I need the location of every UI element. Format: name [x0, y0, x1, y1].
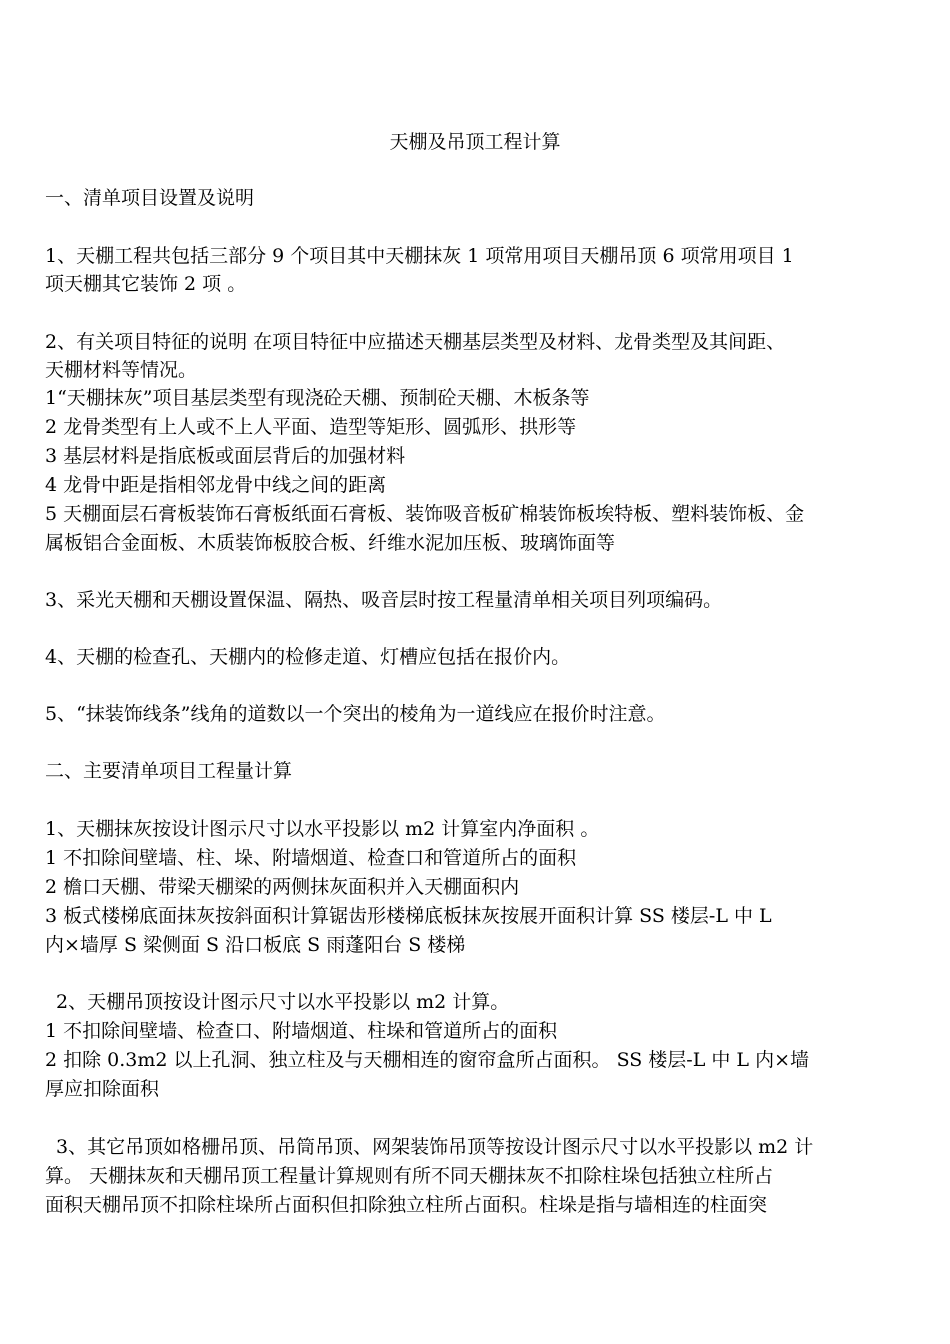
list-item: 3 板式楼梯底面抹灰按斜面积计算锯齿形楼梯底板抹灰按展开面积计算 SS 楼层-L 中 L	[45, 905, 772, 927]
list-item: 2 扣除 0.3m2 以上孔洞、独立柱及与天棚相连的窗帘盒所占面积。 SS 楼层-L 中 L 内×墙	[45, 1049, 810, 1071]
calc-3-line-3: 面积天棚吊顶不扣除柱垛所占面积但扣除独立柱所占面积。柱垛是指与墙相连的柱面突	[45, 1194, 768, 1216]
paragraph-2-line-1: 2、有关项目特征的说明 在项目特征中应描述天棚基层类型及材料、龙骨类型及其间距、	[45, 331, 786, 353]
paragraph-1-line-1: 1、天棚工程共包括三部分 9 个项目其中天棚抹灰 1 项常用项目天棚吊顶 6 项常用项目 1	[45, 245, 794, 267]
list-item-continuation: 厚应扣除面积	[45, 1078, 160, 1100]
list-item: 2 檐口天棚、带梁天棚梁的两侧抹灰面积并入天棚面积内	[45, 876, 520, 898]
list-item: 1“天棚抹灰”项目基层类型有现浇砼天棚、预制砼天棚、木板条等	[45, 387, 590, 409]
list-item-continuation: 属板铝合金面板、木质装饰板胶合板、纤维水泥加压板、玻璃饰面等	[45, 532, 616, 554]
calc-3-line-2: 算。 天棚抹灰和天棚吊顶工程量计算规则有所不同天棚抹灰不扣除柱垛包括独立柱所占	[45, 1165, 774, 1187]
section-heading-1: 一、清单项目设置及说明	[45, 187, 255, 209]
list-item: 4 龙骨中距是指相邻龙骨中线之间的距离	[45, 474, 387, 496]
list-item: 2 龙骨类型有上人或不上人平面、造型等矩形、圆弧形、拱形等	[45, 416, 577, 438]
section-heading-2: 二、主要清单项目工程量计算	[45, 760, 293, 782]
calc-2-line-1: 2、天棚吊顶按设计图示尺寸以水平投影以 m2 计算。	[56, 991, 510, 1013]
calc-1-line-1: 1、天棚抹灰按设计图示尺寸以水平投影以 m2 计算室内净面积 。	[45, 818, 600, 840]
paragraph-5: 5、“抹装饰线条”线角的道数以一个突出的棱角为一道线应在报价时注意。	[45, 703, 666, 725]
list-item: 1 不扣除间壁墙、检查口、附墙烟道、柱垛和管道所占的面积	[45, 1020, 558, 1042]
paragraph-2-line-2: 天棚材料等情况。	[45, 359, 198, 381]
paragraph-4: 4、天棚的检查孔、天棚内的检修走道、灯槽应包括在报价内。	[45, 646, 571, 668]
list-item-continuation: 内×墙厚 S 梁侧面 S 沿口板底 S 雨蓬阳台 S 楼梯	[45, 934, 466, 956]
calc-3-line-1: 3、其它吊顶如格栅吊顶、吊筒吊顶、网架装饰吊顶等按设计图示尺寸以水平投影以 m2 计	[56, 1136, 814, 1158]
page-title: 天棚及吊顶工程计算	[389, 131, 561, 153]
paragraph-1-line-2: 项天棚其它装饰 2 项 。	[45, 273, 247, 295]
list-item: 1 不扣除间壁墙、柱、垛、附墙烟道、检查口和管道所占的面积	[45, 847, 577, 869]
list-item: 3 基层材料是指底板或面层背后的加强材料	[45, 445, 406, 467]
list-item: 5 天棚面层石膏板装饰石膏板纸面石膏板、装饰吸音板矿棉装饰板埃特板、塑料装饰板、金	[45, 503, 805, 525]
paragraph-3: 3、采光天棚和天棚设置保温、隔热、吸音层时按工程量清单相关项目列项编码。	[45, 589, 723, 611]
